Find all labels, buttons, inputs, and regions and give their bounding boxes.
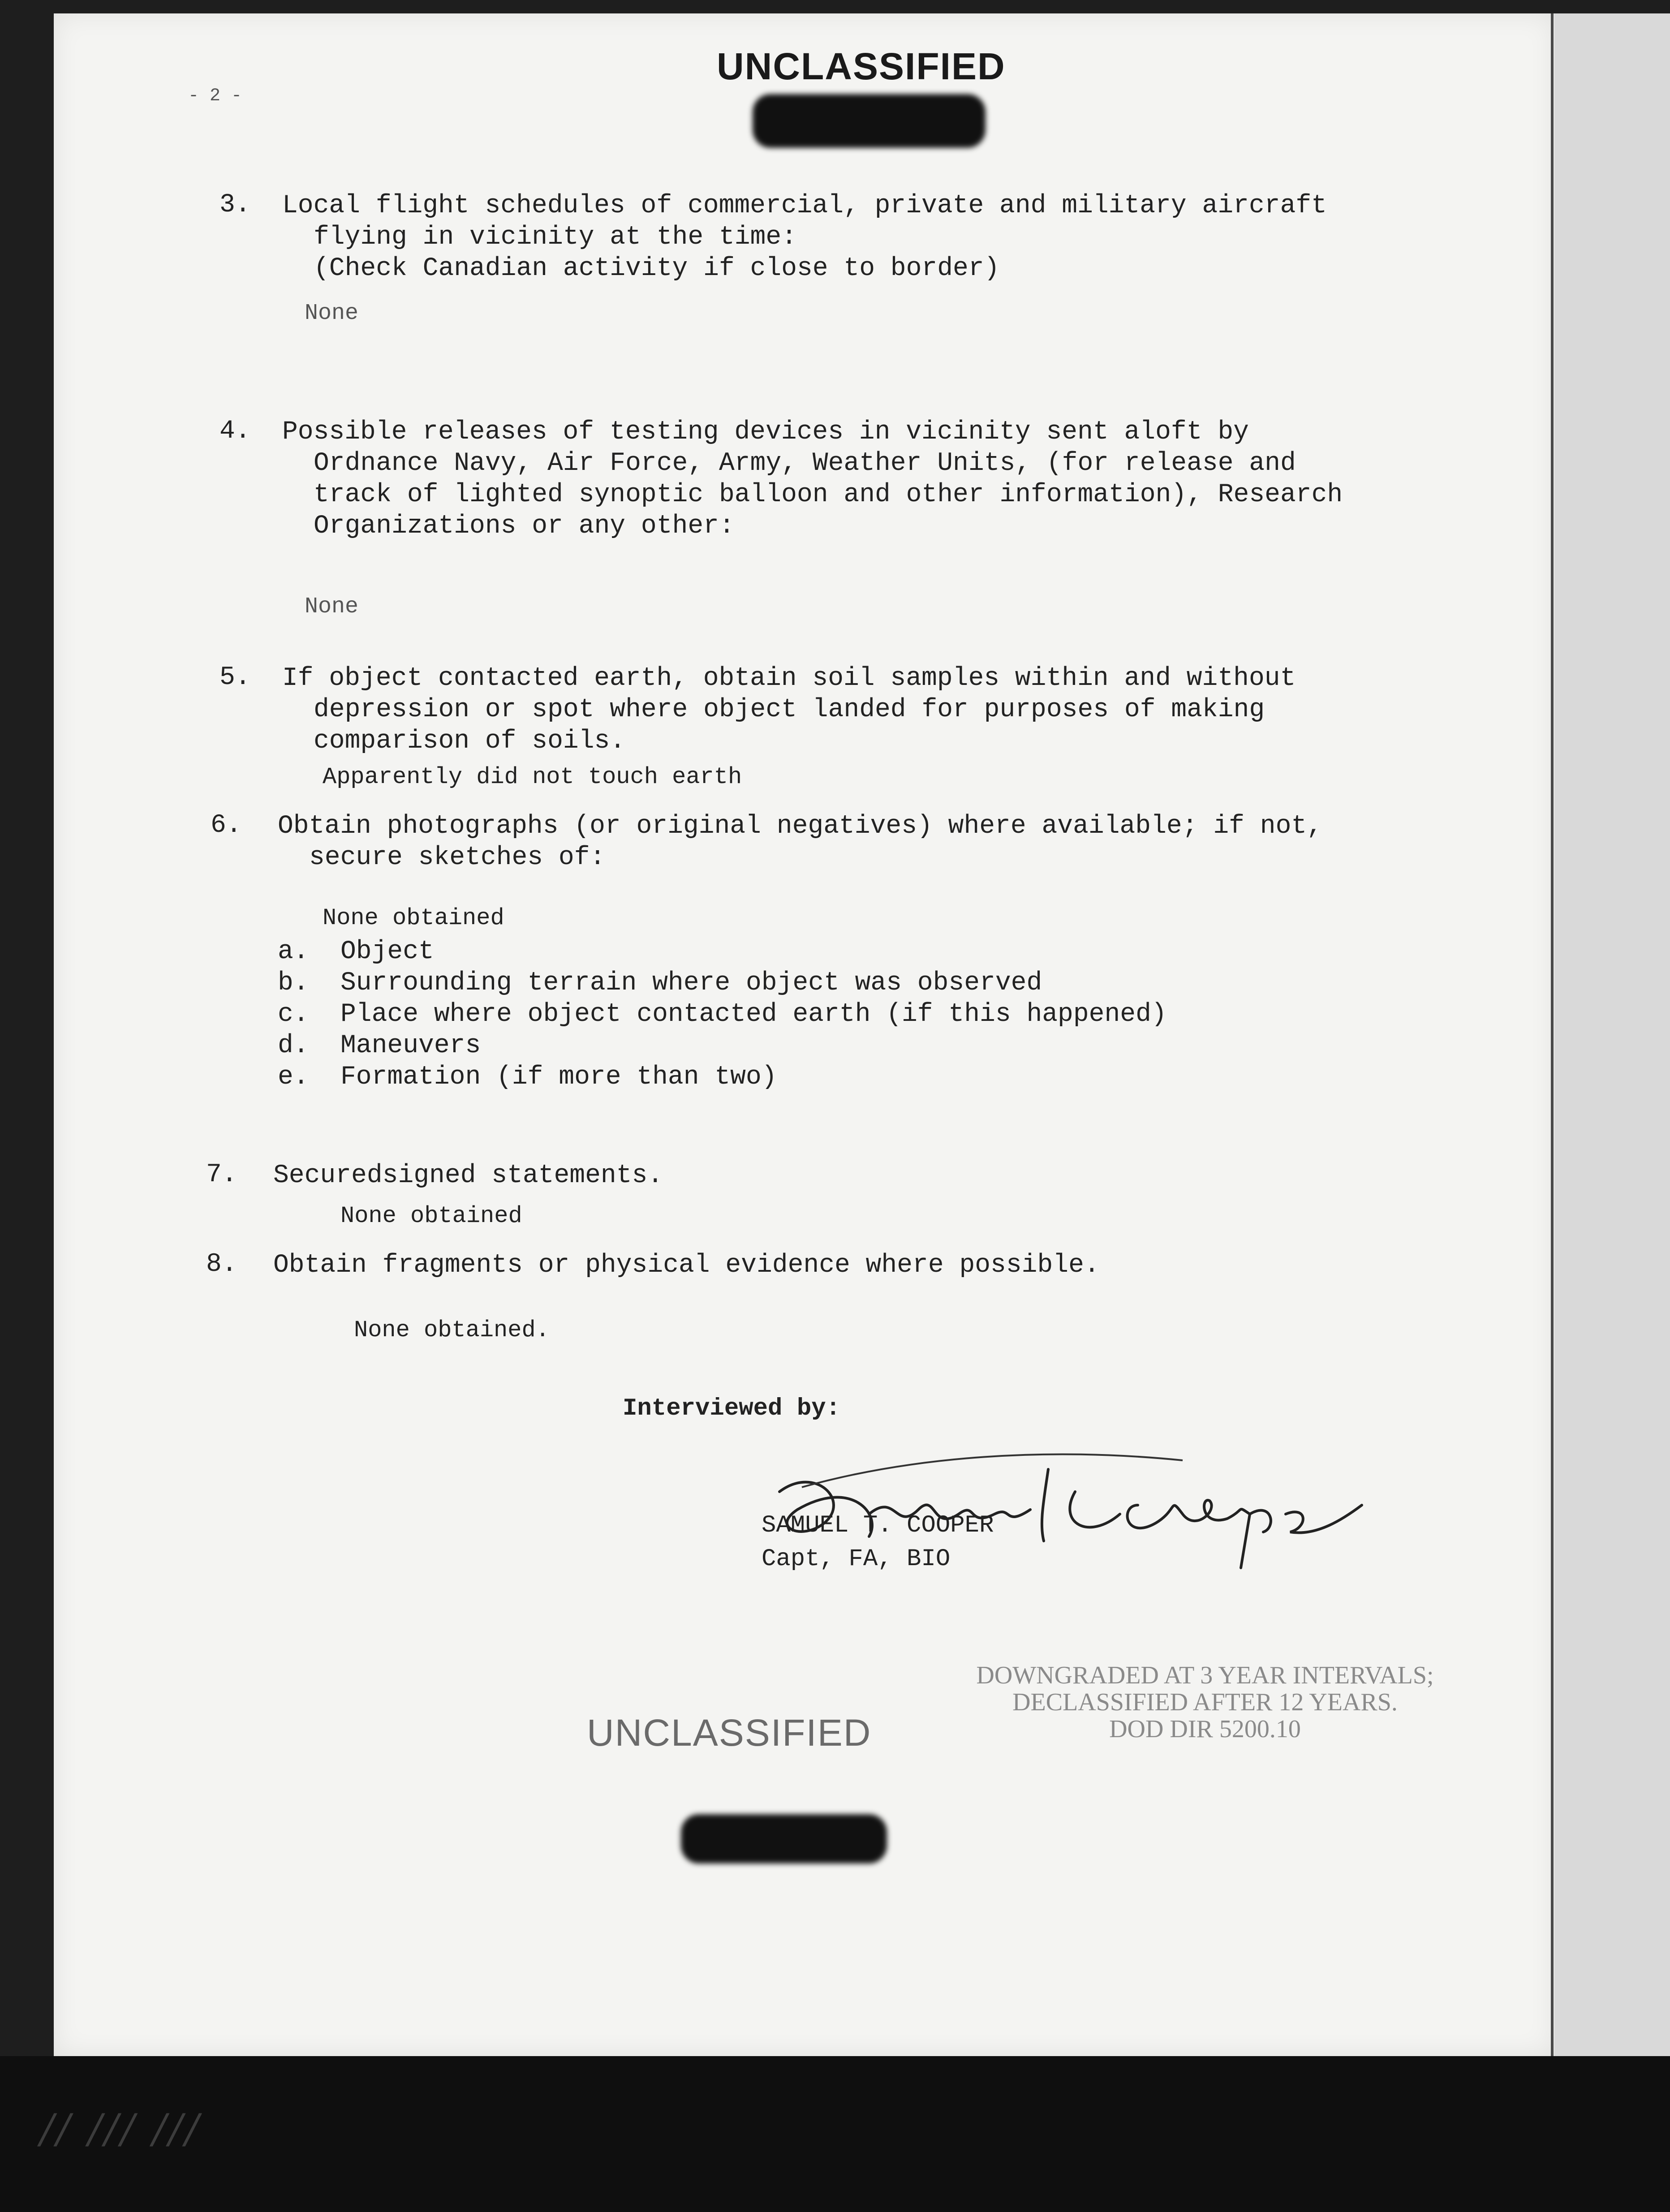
item-7-line-1: Securedsigned statements. (273, 1161, 663, 1190)
signer-title: Capt, FA, BIO (762, 1545, 951, 1573)
page-edge-background (1554, 13, 1670, 2056)
item-5-line-3: comparison of soils. (314, 727, 626, 756)
item-5-line-1: If object contacted earth, obtain soil samples within and without (282, 664, 1296, 693)
item-6c-letter: c. (278, 1000, 309, 1029)
item-6b-text: Surrounding terrain where object was observed (340, 968, 1042, 998)
item-8-number: 8. (206, 1250, 237, 1279)
item-6d-text: Maneuvers (340, 1031, 481, 1060)
item-6-line-1: Obtain photographs (or original negatives) where available; if not, (278, 812, 1322, 841)
item-8-answer: None obtained. (354, 1317, 550, 1343)
downgrade-stamp (891, 1662, 1519, 1743)
item-5-line-2: depression or spot where object landed for purposes of making (314, 695, 1265, 724)
item-6-answer: None obtained (323, 905, 504, 931)
signer-name: SAMUEL T. COOPER (762, 1512, 994, 1539)
item-3-number: 3. (220, 190, 251, 219)
item-6d-letter: d. (278, 1031, 309, 1060)
page-edge-line (1551, 13, 1554, 2056)
redaction-mark-top (753, 94, 986, 148)
item-4-line-1: Possible releases of testing devices in vicinity sent aloft by (282, 417, 1249, 447)
classification-stamp-bottom: UNCLASSIFIED (587, 1712, 872, 1754)
item-4-line-2: Ordnance Navy, Air Force, Army, Weather Units, (for release and (314, 449, 1296, 478)
item-7-answer: None obtained (340, 1203, 522, 1229)
interviewed-by-label: Interviewed by: (623, 1395, 841, 1422)
item-4-line-4: Organizations or any other: (314, 512, 735, 541)
item-3-line-1: Local flight schedules of commercial, private and military aircraft (282, 191, 1327, 220)
item-6a-letter: a. (278, 937, 309, 966)
item-6-number: 6. (211, 811, 242, 840)
redaction-mark-bottom (681, 1814, 887, 1863)
item-3-line-3: (Check Canadian activity if close to border) (314, 254, 1000, 283)
item-5-answer: Apparently did not touch earth (323, 764, 742, 790)
item-6a-text: Object (340, 937, 434, 966)
item-7-number: 7. (206, 1160, 237, 1189)
item-4-line-3: track of lighted synoptic balloon and other information), Research (314, 480, 1343, 509)
downgrade-line-2: DECLASSIFIED AFTER 12 YEARS. (1012, 1688, 1398, 1716)
downgrade-line-1: DOWNGRADED AT 3 YEAR INTERVALS; (976, 1661, 1434, 1689)
film-edge-marks: // /// /// (40, 2105, 202, 2152)
item-5-number: 5. (220, 663, 251, 692)
item-6c-text: Place where object contacted earth (if this happened) (340, 1000, 1167, 1029)
film-border (0, 2056, 1670, 2212)
item-6b-letter: b. (278, 968, 309, 998)
item-6e-text: Formation (if more than two) (340, 1063, 777, 1092)
item-6e-letter: e. (278, 1063, 309, 1092)
item-4-number: 4. (220, 417, 251, 446)
item-6-line-2: secure sketches of: (309, 843, 606, 872)
document-page (54, 13, 1554, 2056)
item-8-line-1: Obtain fragments or physical evidence where possible. (273, 1251, 1100, 1280)
page-mark: - 2 - (188, 86, 242, 106)
downgrade-line-3: DOD DIR 5200.10 (1109, 1715, 1301, 1743)
item-3-answer: None (305, 301, 359, 326)
item-4-answer: None (305, 594, 359, 620)
item-3-line-2: flying in vicinity at the time: (314, 223, 797, 252)
classification-stamp-top: UNCLASSIFIED (717, 45, 1006, 87)
